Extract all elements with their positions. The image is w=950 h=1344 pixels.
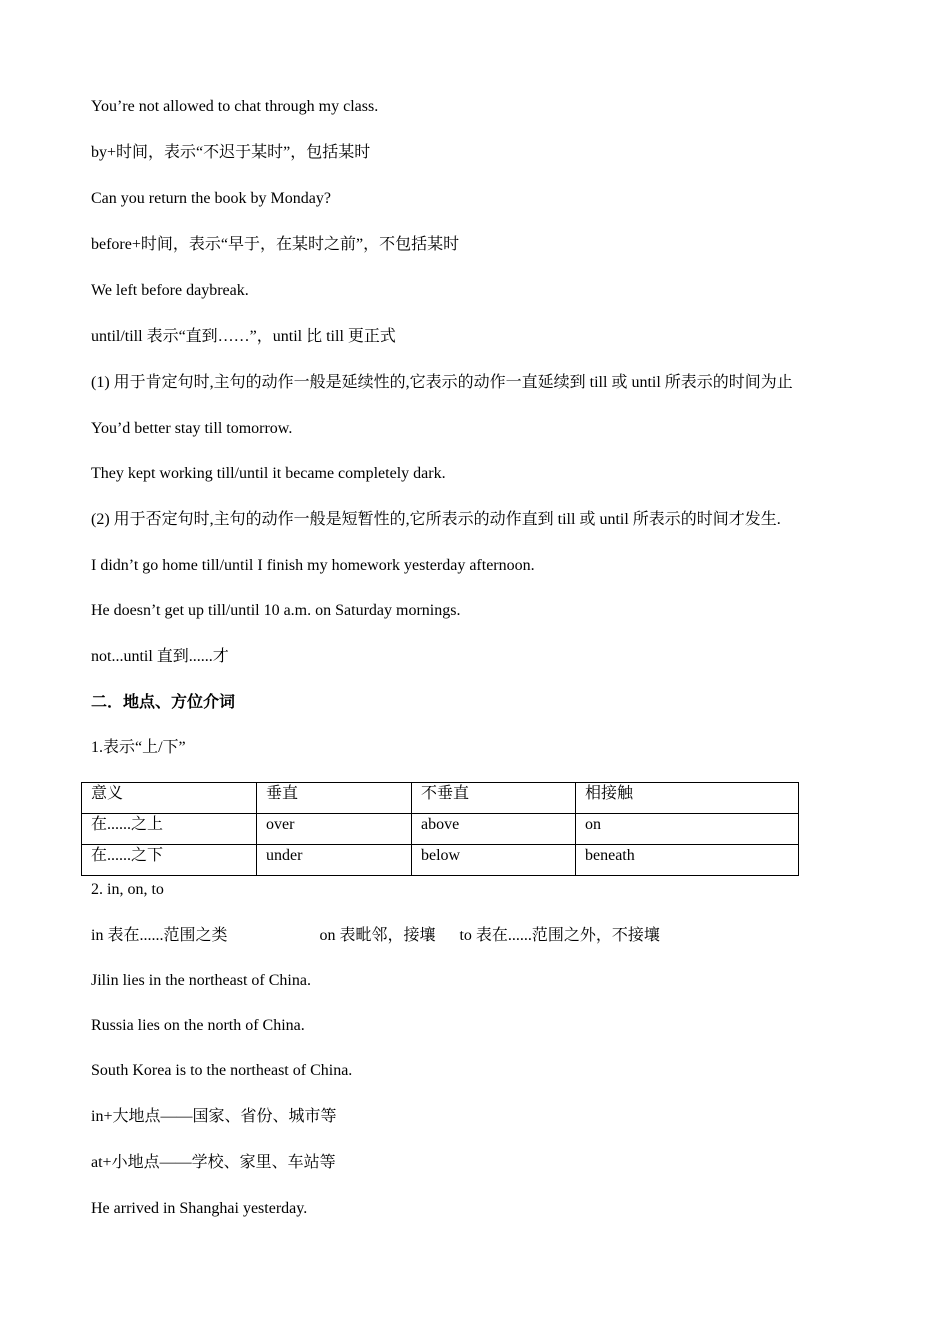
definition-to: to 表在......范围之外，不接壤 (459, 927, 660, 944)
example-kept-working: They kept working till/until it became completely dark. (91, 465, 446, 482)
rule-positive-sentence: (1) 用于肯定句时,主句的动作一般是延续性的,它表示的动作一直延续到 till 或 until 所表示的时间为止 (91, 374, 793, 391)
rule-in-big-place: in+大地点——国家、省份、城市等 (91, 1108, 337, 1125)
table-cell: on (576, 814, 799, 845)
example-stay-till-tomorrow: You’d better stay till tomorrow. (91, 420, 293, 437)
rule-until-till: until/till 表示“直到……”，until 比 till 更正式 (91, 328, 396, 345)
example-by-monday: Can you return the book by Monday? (91, 190, 331, 207)
rule-not-until: not...until 直到......才 (91, 648, 229, 665)
table-cell: 在......之上 (82, 814, 257, 845)
table-header-cell: 不垂直 (412, 783, 576, 814)
example-daybreak: We left before daybreak. (91, 282, 249, 299)
example-didnt-go-home: I didn’t go home till/until I finish my homework yesterday afternoon. (91, 557, 535, 574)
rule-negative-sentence: (2) 用于否定句时,主句的动作一般是短暂性的,它所表示的动作直到 till 或 until 所表示的时间才发生. (91, 511, 781, 528)
table-cell: above (412, 814, 576, 845)
table-row (82, 814, 799, 845)
table-cell: beneath (576, 845, 799, 876)
in-on-to-definitions (91, 926, 660, 946)
rule-at-small-place: at+小地点——学校、家里、车站等 (91, 1154, 336, 1171)
rule-before: before+时间，表示“早于，在某时之前”，不包括某时 (91, 236, 460, 253)
example-jilin: Jilin lies in the northeast of China. (91, 972, 311, 989)
definition-on: on 表毗邻，接壤 (319, 927, 436, 944)
table-cell: below (412, 845, 576, 876)
table-header-cell: 意义 (82, 783, 257, 814)
table-header-row (82, 783, 799, 814)
example-south-korea: South Korea is to the northeast of China. (91, 1062, 353, 1079)
table-header-cell: 相接触 (576, 783, 799, 814)
example-russia: Russia lies on the north of China. (91, 1017, 305, 1034)
table-cell: 在......之下 (82, 845, 257, 876)
subheading-above-below: 1.表示“上/下” (91, 739, 186, 756)
section-heading: 二．地点、方位介词 (91, 694, 236, 711)
rule-by: by+时间，表示“不迟于某时”，包括某时 (91, 144, 371, 161)
table-cell: over (257, 814, 412, 845)
preposition-table (81, 782, 799, 876)
table-cell: under (257, 845, 412, 876)
table-row (82, 845, 799, 876)
definition-in: in 表在......范围之类 (91, 927, 228, 944)
subheading-in-on-to: 2. in, on, to (91, 881, 164, 898)
example-chat: You’re not allowed to chat through my class. (91, 98, 379, 115)
table-header-cell: 垂直 (257, 783, 412, 814)
example-doesnt-get-up: He doesn’t get up till/until 10 a.m. on Saturday mornings. (91, 602, 461, 619)
example-shanghai: He arrived in Shanghai yesterday. (91, 1200, 308, 1217)
